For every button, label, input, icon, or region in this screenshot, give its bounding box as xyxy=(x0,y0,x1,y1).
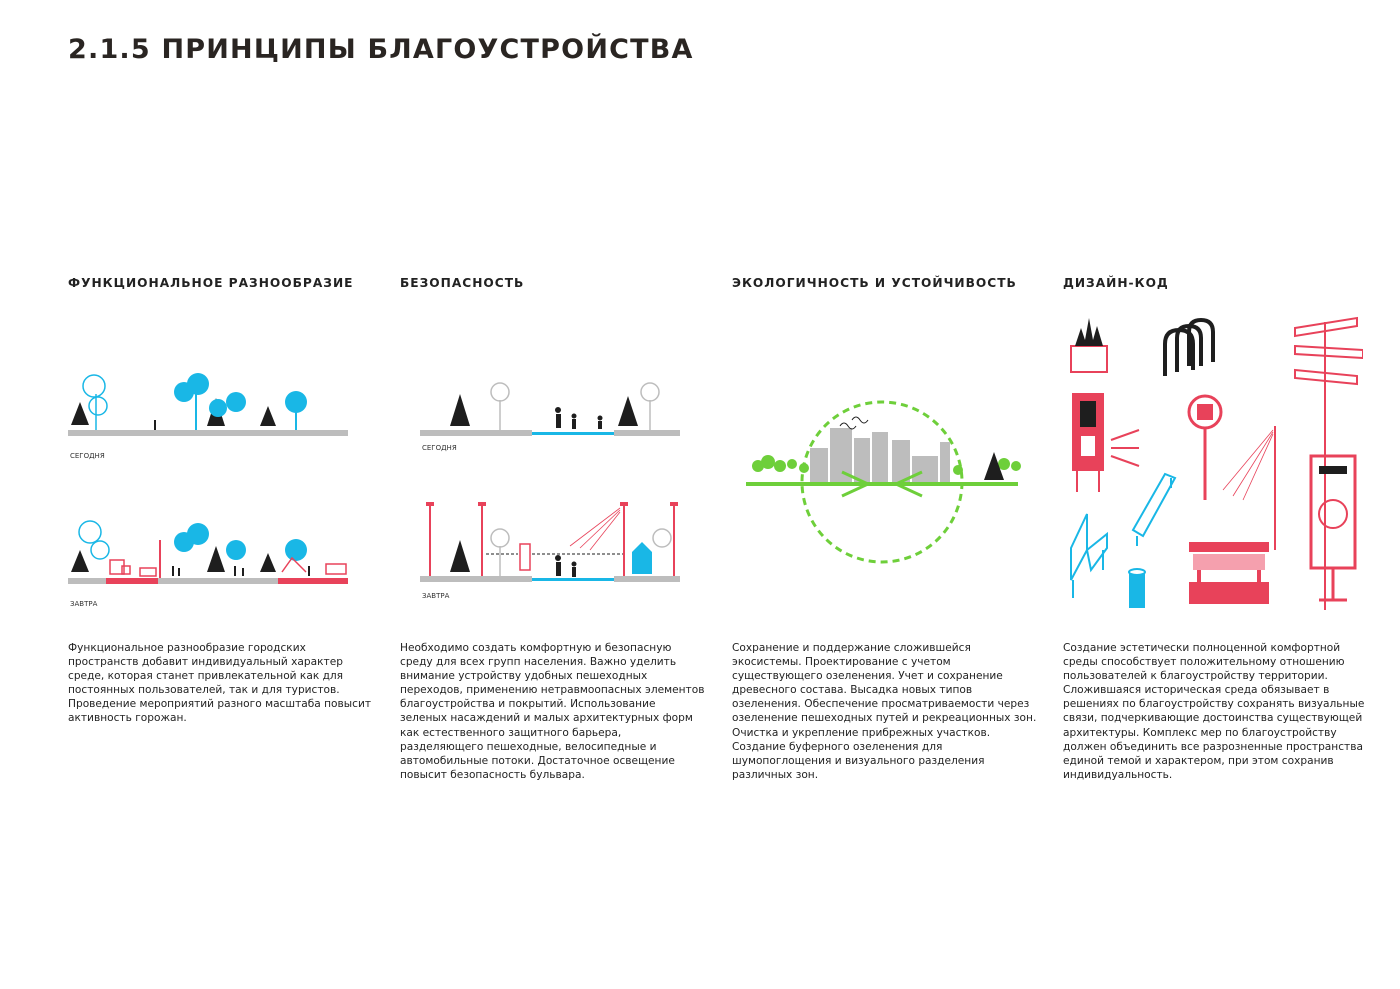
street-light-icon xyxy=(1223,426,1275,550)
section-title: ФУНКЦИОНАЛЬНОЕ РАЗНООБРАЗИЕ xyxy=(68,276,354,290)
tomorrow-scene xyxy=(420,502,680,600)
page-title: 2.1.5 ПРИНЦИПЫ БЛАГОУСТРОЙСТВА xyxy=(68,34,694,65)
section-safety xyxy=(400,270,705,810)
info-kiosk-icon xyxy=(1073,394,1139,492)
caption-tomorrow: ЗАВТРА xyxy=(422,592,450,600)
section-title: БЕЗОПАСНОСТЬ xyxy=(400,276,525,290)
today-scene xyxy=(420,383,680,452)
section-body: Создание эстетически полноценной комфортной среды способствует положительному отношению пользователей к благоустройству территории. Сложившаяся историческая среда обязывает в решениях по благоустройству сохранять визуальные связи, подчеркивающие достоинства существующей архитектуры. Комплекс мер по благоустройству должен объединить все разрозненные пространства единой темой и характером, при этом сохранив индивидуальность. xyxy=(1063,642,1365,781)
section-ecology xyxy=(732,270,1037,810)
ecology-illustration xyxy=(732,310,1032,610)
litter-bin-icon xyxy=(1129,569,1145,608)
functional-diversity-illustration xyxy=(68,310,368,610)
planter-icon xyxy=(1071,318,1107,372)
bench-back-icon xyxy=(1071,514,1107,598)
section-body: Сохранение и поддержание сложившейся экосистемы. Проектирование с учетом существующего озеленения. Учет и сохранение древесного состава. Высадка новых типов озеленения. Обеспечение просматриваемости через озеленение пешеходных путей и рекреационных зон. Очистка и укрепление прибрежных участков. Создание буферного озеленения для шумопоглощения и визуального разделения различных зон. xyxy=(732,642,1037,781)
section-body: Необходимо создать комфортную и безопасную среду для всех групп населения. Важно уделить внимание устройству удобных пешеходных переходов, применению нетравмоопасных элементов благоустройства и покрытий. Использование зеленых насаждений и малых архитектурных форм как естественного защитного барьера, разделяющего пешеходные, велосипедные и автомобильные потоки. Достаточное освещение повысит безопасность бульвара. xyxy=(400,642,705,781)
caption-tomorrow: ЗАВТРА xyxy=(70,600,98,608)
section-title: ДИЗАЙН-КОД xyxy=(1063,276,1169,290)
section-title: ЭКОЛОГИЧНОСТЬ И УСТОЙЧИВОСТЬ xyxy=(732,276,1017,290)
ground-line xyxy=(746,482,1018,486)
bench-icon xyxy=(1133,474,1175,546)
design-code-illustration xyxy=(1063,310,1363,610)
signpost-icon xyxy=(1295,318,1363,610)
section-design-code xyxy=(1063,270,1363,810)
tomorrow-scene xyxy=(68,521,348,608)
city-skyline xyxy=(810,428,950,482)
safety-illustration xyxy=(400,310,700,610)
digital-stand-icon xyxy=(1311,456,1355,600)
museum-sign-icon xyxy=(1189,396,1221,500)
caption-today: СЕГОДНЯ xyxy=(70,452,105,460)
bike-rack-icon xyxy=(1165,320,1213,376)
today-scene xyxy=(68,373,348,460)
caption-today: СЕГОДНЯ xyxy=(422,444,457,452)
section-functional-diversity xyxy=(68,270,372,810)
pavilion-icon xyxy=(1189,542,1269,604)
section-body: Функциональное разнообразие городских пространств добавит индивидуальный характер среде, которая станет привлекательной как для постоянных пользователей, так и для туристов. Проведение мероприятий разного масштаба повысит активность горожан. xyxy=(68,642,372,725)
